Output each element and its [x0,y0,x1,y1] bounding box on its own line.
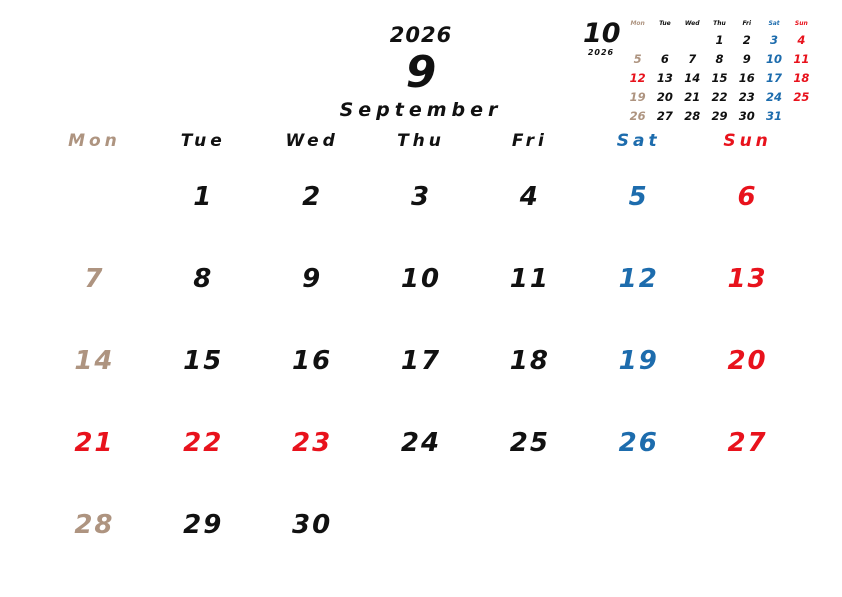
main-date-cell-16: 16 [292,346,333,376]
mini-date-cell-26: 26 [629,109,646,124]
mini-day-header-fri: Fri [742,19,752,27]
main-empty-cell [693,484,802,566]
main-date-cell-27: 27 [727,428,768,458]
mini-date-cell-16: 16 [738,70,755,85]
main-date-cell-19: 19 [618,346,659,376]
mini-empty-cell [624,30,651,49]
main-day-header-fri: Fri [511,131,548,151]
main-date-cell-21: 21 [74,428,115,458]
mini-day-header-sat: Sat [768,19,780,27]
mini-date-cell-30: 30 [738,109,755,124]
main-day-header-sat: Sat [616,131,661,151]
mini-day-header-mon: Mon [630,19,645,27]
mini-date-cell-15: 15 [711,70,728,85]
main-date-cell-13: 13 [727,264,768,294]
mini-date-cell-24: 24 [766,90,783,105]
mini-calendar-grid [624,16,815,126]
main-date-cell-6: 6 [737,182,758,212]
mini-date-cell-1: 1 [715,32,724,47]
main-calendar-grid [40,126,802,566]
main-day-header-sun: Sun [723,131,772,151]
main-date-cell-25: 25 [509,428,550,458]
mini-month-number-label: 10 [583,18,621,49]
main-day-header-thu: Thu [397,131,445,151]
mini-date-cell-31: 31 [766,109,783,124]
main-date-cell-3: 3 [410,182,432,212]
main-date-cell-15: 15 [183,346,224,376]
main-empty-cell [367,484,476,566]
mini-date-cell-10: 10 [766,51,783,66]
mini-date-cell-22: 22 [711,90,728,105]
mini-date-cell-18: 18 [793,70,810,85]
main-empty-cell [40,156,149,238]
main-empty-cell [584,484,693,566]
main-date-cell-20: 20 [727,346,768,376]
main-date-cell-18: 18 [509,346,550,376]
mini-date-cell-20: 20 [656,90,673,105]
main-date-cell-26: 26 [618,428,659,458]
main-date-cell-17: 17 [400,346,442,376]
mini-date-cell-21: 21 [684,90,701,105]
main-date-cell-14: 14 [74,346,115,376]
main-day-header-wed: Wed [285,131,339,151]
main-date-cell-24: 24 [400,428,442,458]
mini-empty-cell [679,30,706,49]
mini-calendar-label [583,20,619,57]
mini-date-cell-12: 12 [629,70,646,85]
mini-date-cell-5: 5 [633,51,642,66]
main-date-cell-4: 4 [519,182,540,212]
main-date-cell-29: 29 [183,510,224,540]
mini-date-cell-28: 28 [684,109,701,124]
main-date-cell-22: 22 [183,428,224,458]
mini-date-cell-13: 13 [656,70,673,85]
main-date-cell-10: 10 [400,264,442,294]
main-date-cell-30: 30 [292,510,333,540]
main-date-cell-9: 9 [302,264,323,294]
main-date-cell-12: 12 [618,264,659,294]
main-date-cell-8: 8 [193,264,214,294]
month-number-label: 9 [405,47,437,98]
mini-date-cell-27: 27 [656,109,673,124]
main-day-header-tue: Tue [180,131,226,151]
main-date-cell-11: 11 [509,264,550,294]
mini-date-cell-25: 25 [793,90,810,105]
mini-day-header-sun: Sun [794,19,808,27]
mini-date-cell-9: 9 [742,51,751,66]
mini-empty-cell [788,107,815,126]
year-label: 2026 [389,23,453,47]
mini-date-cell-11: 11 [793,51,810,66]
mini-empty-cell [651,30,678,49]
mini-date-cell-29: 29 [711,109,728,124]
mini-date-cell-3: 3 [770,32,779,47]
mini-date-cell-4: 4 [797,32,806,47]
main-empty-cell [475,484,584,566]
main-date-cell-2: 2 [302,182,323,212]
mini-date-cell-6: 6 [660,51,669,66]
month-name-label: September [339,99,503,121]
main-date-cell-7: 7 [84,264,105,294]
main-date-cell-5: 5 [628,182,649,212]
mini-date-cell-2: 2 [742,32,751,47]
main-date-cell-28: 28 [74,510,115,540]
main-date-cell-23: 23 [292,428,333,458]
main-date-cell-1: 1 [193,182,214,212]
mini-day-header-thu: Thu [713,19,726,27]
mini-date-cell-14: 14 [684,70,701,85]
mini-date-cell-23: 23 [738,90,755,105]
main-day-header-mon: Mon [68,131,121,151]
mini-year-label: 2026 [587,48,615,57]
mini-date-cell-8: 8 [715,51,724,66]
mini-day-header-tue: Tue [659,19,671,27]
mini-day-header-wed: Wed [684,19,700,27]
mini-date-cell-7: 7 [688,51,697,66]
mini-date-cell-19: 19 [629,90,646,105]
mini-date-cell-17: 17 [766,70,783,85]
